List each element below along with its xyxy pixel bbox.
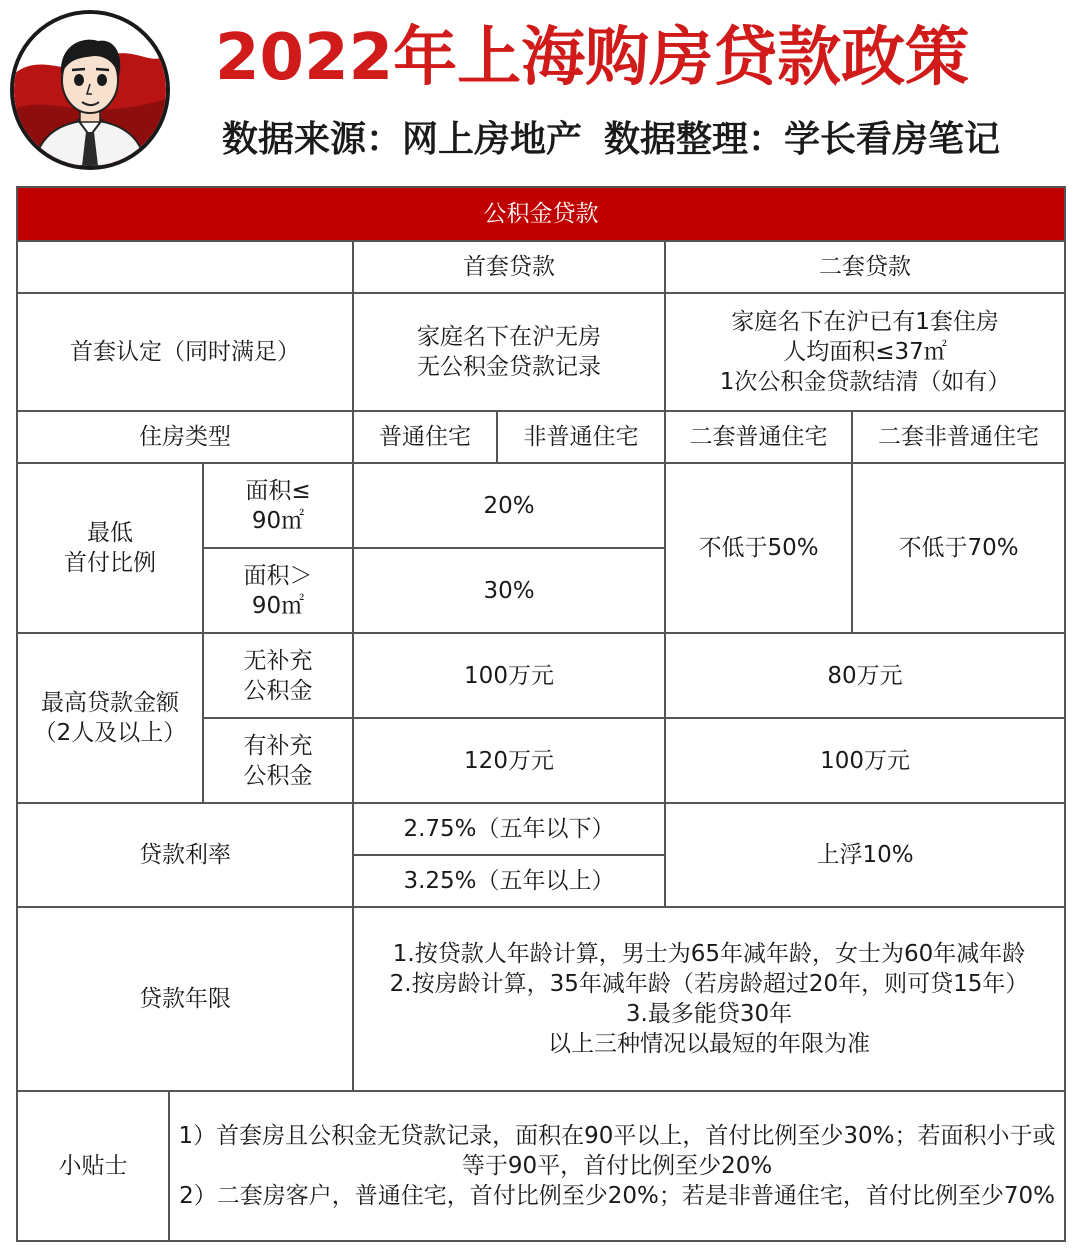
table-banner: 公积金贷款 [17,187,1065,241]
down-payment-small: 20% [353,463,665,548]
type-non-normal: 非普通住宅 [497,411,665,463]
term-line: 2.按房龄计算，35年减年龄（若房龄超过20年，则可贷15年） [389,971,1029,997]
cartoon-man-icon [14,14,166,166]
max-loan-second-no-supp: 80万元 [665,633,1065,718]
housing-type-label: 住房类型 [17,411,353,463]
no-supplement-label: 无补充 公积金 [203,633,353,718]
header-empty-cell [17,241,353,293]
recognition-second: 家庭名下在沪已有1套住房 人均面积≤37㎡ 1次公积金贷款结清（如有） [665,293,1065,411]
max-loan-second-with-supp: 100万元 [665,718,1065,803]
area-large-label: 面积＞ 90㎡ [203,548,353,633]
max-loan-label: 最高贷款金额 （2人及以上） [17,633,203,803]
type-normal: 普通住宅 [353,411,497,463]
page-header [0,0,1080,185]
down-payment-large: 30% [353,548,665,633]
term-line: 3.最多能贷30年 [625,1001,793,1027]
down-payment-second-non-normal: 不低于70% [852,463,1065,633]
data-source: 数据来源：网上房地产 [222,119,583,160]
data-organizer: 数据整理：学长看房笔记 [604,119,1001,160]
tip-line: 2）二套房客户，普通住宅，首付比例至少20%；若是非普通住宅，首付比例至少70% [179,1183,1055,1209]
down-payment-second-normal: 不低于50% [665,463,852,633]
column-second-loan: 二套贷款 [665,241,1065,293]
recognition-label: 首套认定（同时满足） [17,293,353,411]
down-payment-label: 最低 首付比例 [17,463,203,633]
interest-label: 贷款利率 [17,803,353,907]
term-label: 贷款年限 [17,907,353,1091]
max-loan-first-no-supp: 100万元 [353,633,665,718]
tip-line: 1）首套房且公积金无贷款记录，面积在90平以上，首付比例至少30%；若面积小于或等于90平，首付比例至少20% [178,1123,1056,1179]
term-line: 以上三种情况以最短的年限为准 [548,1031,871,1057]
with-supplement-label: 有补充 公积金 [203,718,353,803]
tips-content [169,1091,1065,1241]
max-loan-first-with-supp: 120万元 [353,718,665,803]
column-first-loan: 首套贷款 [353,241,665,293]
recognition-first: 家庭名下在沪无房 无公积金贷款记录 [353,293,665,411]
type-second-normal: 二套普通住宅 [665,411,852,463]
type-second-non-normal: 二套非普通住宅 [852,411,1065,463]
avatar [10,10,170,170]
term-content [353,907,1065,1091]
interest-first-long: 3.25%（五年以上） [353,855,665,907]
page-title: 2022年上海购房贷款政策 [215,21,970,95]
interest-second: 上浮10% [665,803,1065,907]
interest-first-short: 2.75%（五年以下） [353,803,665,855]
term-line: 1.按贷款人年龄计算，男士为65年减年龄，女士为60年减年龄 [392,941,1026,967]
policy-table [16,186,1066,1242]
area-small-label: 面积≤ 90㎡ [203,463,353,548]
subtitle [222,112,1000,168]
tips-label: 小贴士 [17,1091,169,1241]
